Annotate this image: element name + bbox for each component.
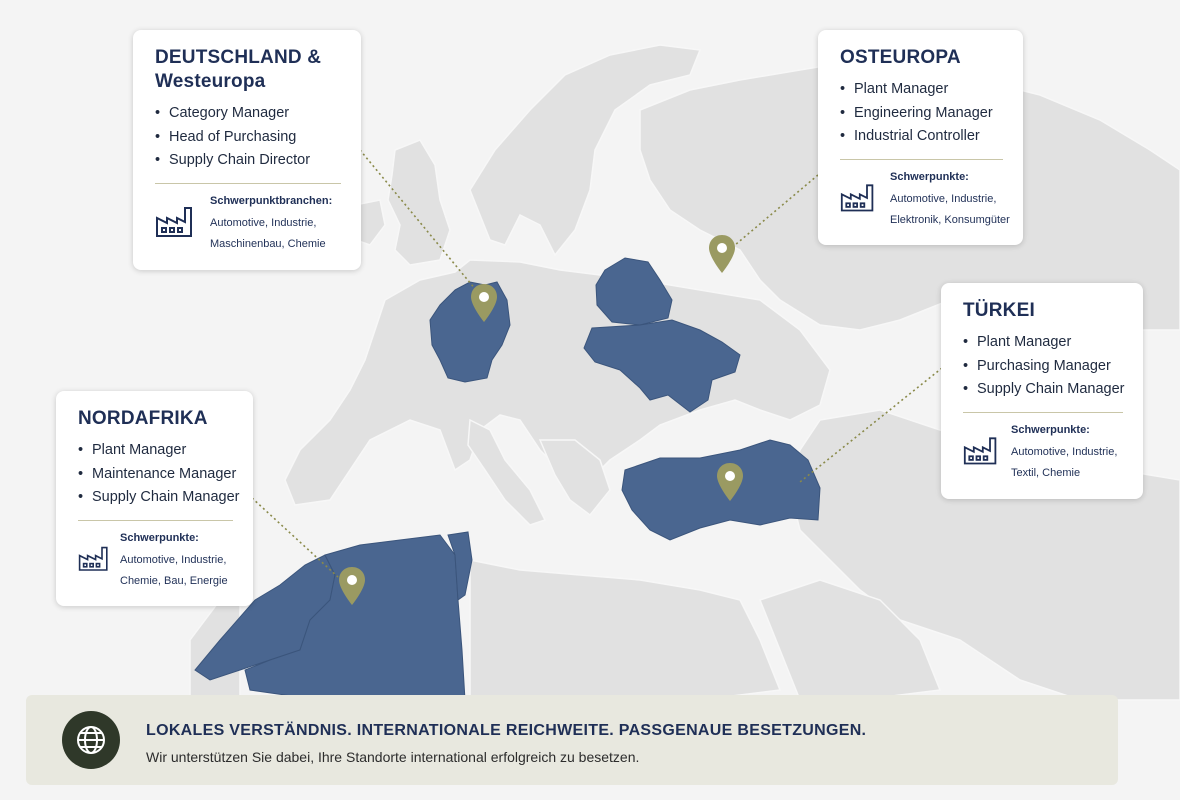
region-card-deutschland (133, 30, 361, 270)
focus-title: Schwerpunktbranchen: (210, 194, 333, 207)
role-list (155, 102, 341, 173)
focus-line: Maschinenbau, Chemie (210, 237, 326, 250)
role-list (78, 439, 240, 510)
focus-text-block (890, 170, 1010, 231)
divider (963, 412, 1123, 413)
role-item: • Maintenance Manager (78, 463, 233, 487)
focus-title: Schwerpunkte: (120, 531, 199, 544)
role-item: • Category Manager (155, 102, 341, 126)
role-item: • Supply Chain Director (155, 149, 341, 173)
region-title-line1: DEUTSCHLAND & (155, 47, 322, 68)
region-title: OSTEUROPA (840, 47, 961, 68)
footer-banner (26, 695, 1118, 785)
map-pin-germany[interactable] (470, 283, 498, 323)
focus-line: Elektronik, Konsumgüter (890, 213, 1010, 226)
factory-icon (78, 541, 110, 575)
country-belarus (596, 258, 672, 325)
region-title-line2: Westeuropa (155, 71, 266, 92)
focus-line: Automotive, Industrie, (210, 216, 317, 229)
globe-badge (62, 711, 120, 769)
role-item: • Plant Manager (78, 439, 233, 463)
map-pin-nordafrika[interactable] (338, 566, 366, 606)
focus-title: Schwerpunkte: (1011, 423, 1090, 436)
map-pin-osteuropa[interactable] (708, 234, 736, 274)
region-card-nordafrika (56, 391, 253, 606)
focus-section (78, 531, 233, 592)
role-item: • Head of Purchasing (155, 126, 341, 150)
factory-icon (963, 433, 999, 467)
focus-line: Automotive, Industrie, (120, 553, 227, 566)
banner-subtext: Wir unterstützen Sie dabei, Ihre Standorte international erfolgreich zu besetzen. (146, 749, 640, 765)
divider (78, 520, 233, 521)
region-title: NORDAFRIKA (78, 408, 208, 429)
divider (840, 159, 1003, 160)
role-item: • Supply Chain Manager (78, 486, 233, 510)
region-title: TÜRKEI (963, 300, 1035, 321)
region-title (155, 46, 341, 94)
region-card-osteuropa (818, 30, 1023, 245)
focus-line: Textil, Chemie (1011, 466, 1081, 479)
role-list (840, 78, 1003, 149)
factory-icon (840, 180, 876, 214)
focus-title: Schwerpunkte: (890, 170, 969, 183)
focus-line: Automotive, Industrie, (1011, 445, 1118, 458)
factory-icon (155, 204, 195, 238)
role-item: • Supply Chain Manager (963, 378, 1123, 402)
banner-headline: LOKALES VERSTÄNDNIS. INTERNATIONALE REICHWEITE. PASSGENAUE BESETZUNGEN. (146, 722, 867, 739)
role-item: • Industrial Controller (840, 125, 1003, 149)
region-card-tuerkei (941, 283, 1143, 499)
focus-text-block (1011, 423, 1117, 484)
globe-icon (75, 724, 107, 756)
role-item: • Purchasing Manager (963, 355, 1123, 379)
role-item: • Engineering Manager (840, 102, 1003, 126)
focus-line: Chemie, Bau, Energie (120, 574, 228, 587)
role-list (963, 331, 1123, 402)
focus-line: Automotive, Industrie, (890, 192, 997, 205)
focus-text-block (210, 194, 332, 255)
map-pin-tuerkei[interactable] (716, 462, 744, 502)
role-item: • Plant Manager (963, 331, 1123, 355)
focus-section (155, 194, 341, 255)
focus-section (840, 170, 1010, 231)
divider (155, 183, 341, 184)
role-item: • Plant Manager (840, 78, 1003, 102)
focus-text-block (120, 531, 228, 592)
focus-section (963, 423, 1123, 484)
